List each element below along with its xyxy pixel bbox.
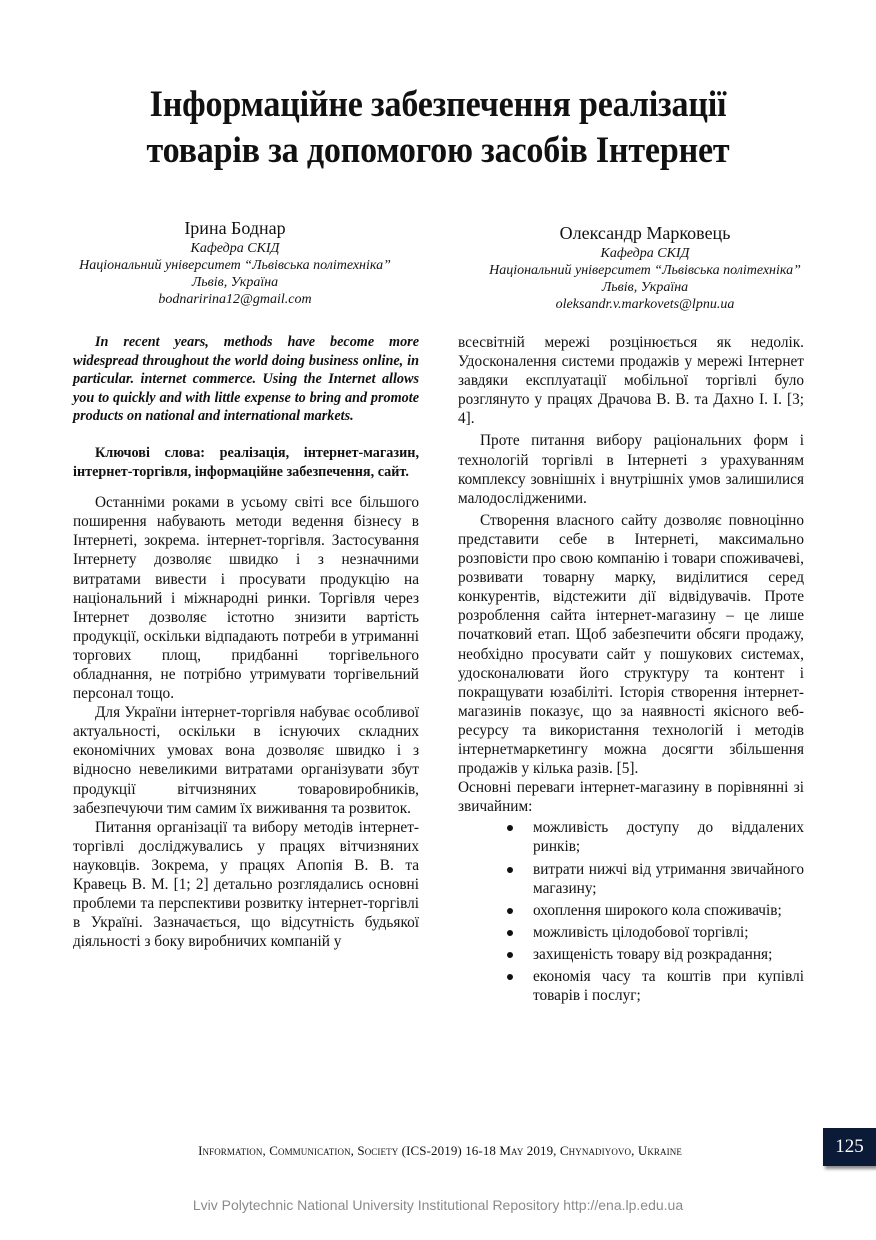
author-name: Ірина Боднар <box>184 218 286 238</box>
body-paragraph: Створення власного сайту дозволяє повноцінно представити себе в Інтернеті, максимально розповісти про свою компанію і товари споживачеві, розвивати товарну марку, виділитися серед конкурентів, відстежити дії відвідувачів. Проте розроблення сайта інтернет-магазину – це лише початковий етап. Щоб забезпечити обсяги продажу, необхідно просувати сайт у пошукових системах, удосконалювати його структуру та контент і покращувати юзабіліті. Історія створення інтернет-магазинів показує, що за наявності якісного веб-ресурсу та використання технологій і методів інтернетмаркетингу можна досягти збільшення продажів у кілька разів. [5]. <box>458 511 804 778</box>
body-paragraph: Питання організації та вибору методів інтернет-торгівлі досліджувались у працях вітчизняних науковців. Зокрема, у працях Апопія В. В. та Кравець В. М. [1; 2] детально розглядались основні проблеми та перспективи розвитку інтернет-торгівлі в Україні. Зазначається, що відсутність будьякої діяльності з боку виробничих компаній у <box>73 818 419 951</box>
bullet-icon <box>507 930 513 936</box>
bullet-icon <box>507 908 513 914</box>
author-email: bodnaririna12@gmail.com <box>158 292 312 307</box>
author-university: Національний університет “Львівська політехніка” <box>489 263 801 278</box>
conference-footer: Information, Communication, Society (ICS-2019) 16-18 May 2019, Chynadiyovo, Ukraine <box>198 1143 682 1158</box>
paper-title <box>35 82 841 174</box>
body-paragraph: Останніми роками в усьому світі все більшого поширення набувають методи ведення бізнесу в Інтернеті, зокрема. інтернет-торгівля. Застосування Інтернету дозволяє швидко і з незначними витратами вивести і просувати продукцію на національний і міжнародні ринки. Торгівля через Інтернет дозволяє істотно знизити вартість продукції, оскільки відпадають потреби в утриманні торгових площ, придбанні торгівельного обладнання, не потрібно утримувати торгівельний персонал тощо. <box>73 494 419 703</box>
bullet-icon <box>507 825 513 831</box>
title-line-1: Інформаційне забезпечення реалізації <box>149 84 727 125</box>
title-line-2: товарів за допомогою засобів Інтернет <box>146 130 730 171</box>
bullet-icon <box>507 867 513 873</box>
keywords-text: реалізація, інтернет-магазин, інтернет-торгівля, інформаційне забезпечення, сайт. <box>73 444 419 480</box>
list-item: витрати нижчі від утримання звичайного магазину; <box>533 860 804 898</box>
author-block-2 <box>450 222 840 313</box>
list-item: захищеність товару від розкрадання; <box>533 945 804 964</box>
page-number-badge: 125 <box>823 1128 876 1166</box>
author-department: Кафедра СКІД <box>600 246 690 261</box>
body-paragraph: Проте питання вибору раціональних форм і технологій торгівлі в Інтернеті з урахуванням комплексу зовнішніх і внутрішніх умов залишилися малодослідженими. <box>458 432 804 507</box>
author-block-1 <box>40 217 430 308</box>
keywords <box>73 444 419 481</box>
author-department: Кафедра СКІД <box>190 241 280 256</box>
keywords-label: Ключові слова: <box>95 444 206 461</box>
author-email: oleksandr.v.markovets@lpnu.ua <box>555 297 735 312</box>
repository-note: Lviv Polytechnic National University Institutional Repository http://ena.lp.edu.ua <box>192 1197 684 1213</box>
list-item: охоплення широкого кола споживачів; <box>533 901 804 920</box>
left-column <box>73 333 419 951</box>
list-intro: Основні переваги інтернет-магазину в порівнянні зі звичайним: <box>458 779 804 816</box>
list-item: можливість цілодобової торгівлі; <box>533 923 804 942</box>
author-university: Національний університет “Львівська політехніка” <box>79 258 391 273</box>
abstract: In recent years, methods have become more widespread throughout the world doing business online, in particular. internet commerce. Using the Internet allows you to quickly and with little expense to bring and promote products on national and international markets. <box>73 334 419 425</box>
author-location: Львів, Україна <box>601 280 689 295</box>
advantages-list <box>458 818 804 1005</box>
bullet-icon <box>507 974 513 980</box>
author-location: Львів, Україна <box>191 275 279 290</box>
body-paragraph-continuation: всесвітній мережі розцінюється як недолік. Удосконалення системи продажів у мережі Інтернет завдяки експлуатації мобільної торгівлі було розглянуто у працях Драчова В. В. та Дахно І. І. [3; 4]. <box>458 334 804 428</box>
author-name: Олександр Марковець <box>559 223 731 243</box>
list-item: економія часу та коштів при купівлі товарів і послуг; <box>533 967 804 1005</box>
body-paragraph: Для України інтернет-торгівля набуває особливої актуальності, оскільки в існуючих складних економічних умовах вона дозволяє швидко і з відносно невеликими витратами організувати збут продукції вітчизняних товаровиробників, забезпечуючи тим самим їх виживання та розвиток. <box>73 704 419 817</box>
list-item: можливість доступу до віддалених ринків; <box>533 818 804 856</box>
bullet-icon <box>507 952 513 958</box>
right-column <box>458 333 804 1008</box>
